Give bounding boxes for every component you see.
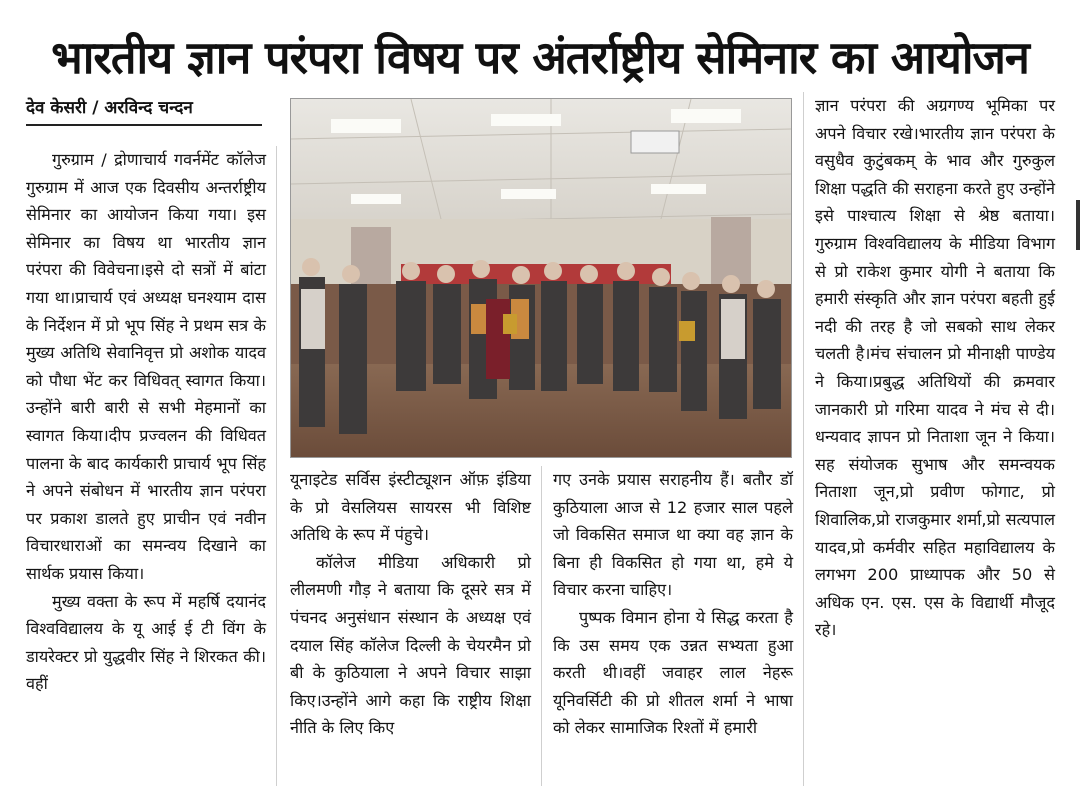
edge-marker: [1076, 200, 1080, 250]
headline: भारतीय ज्ञान परंपरा विषय पर अंतर्राष्ट्रीय सेमिनार का आयोजन: [51, 31, 1029, 84]
group-photo: [290, 98, 792, 458]
paragraph: ज्ञान परंपरा की अग्रगण्य भूमिका पर अपने विचार रखे।भारतीय ज्ञान परंपरा के वसुधैव कुटुंबकम् के भाव और गुरुकुल शिक्षा पद्धति की सराहना करते हुए उन्होंने इसे पाश्चात्य शिक्षा से श्रेष्ठ बताया।गुरुग्राम विश्वविद्यालय के मीडिया विभाग से प्रो राकेश कुमार योगी ने बताया कि हमारी संस्कृति और ज्ञान परंपरा बहती हुई नदी की तरह है जो सबको साथ लेकर चलती है।मंच संचालन प्रो मीनाक्षी पाण्डेय ने किया।प्रबुद्ध अतिथियों की क्रमवार जानकारी प्रो गरिमा यादव ने मंच से दी। धन्यवाद ज्ञापन प्रो निताशा जून ने किया। सह संयोजक सुभाष और समन्वयक निताशा जून,प्रो प्रवीण फोगाट, प्रो शिवालिक,प्रो राजकुमार शर्मा,प्रो सत्यपाल यादव,प्रो कर्मवीर सहित महाविद्यालय के लगभग 200 प्राध्यापक और 50 से अधिक एन. एस. एस के विद्यार्थी मौजूद रहे।: [815, 96, 1055, 640]
article-column-1: [26, 146, 266, 698]
byline: देव केसरी / अरविन्द चन्दन: [26, 96, 262, 126]
paragraph: यूनाइटेड सर्विस इंस्टीट्यूशन ऑफ़ इंडिया के प्रो वेसलियस सायरस भी विशिष्ट अतिथि के रूप में पंहुचे।: [290, 470, 531, 545]
paragraph: गए उनके प्रयास सराहनीय हैं। बतौर डॉ कुठियाला आज से 12 हजार साल पहले जो विकसित समाज था क्या वह ज्ञान के बिना ही विकसित हो गया था, हमे ये विचार करना चाहिए।: [553, 470, 793, 600]
article-column-4: [815, 92, 1055, 644]
paragraph: मुख्य वक्ता के रूप में महर्षि दयानंद विश्वविद्यालय के यू आई ई टी विंग के डायरेक्टर प्रो युद्धवीर सिंह ने शिरकत की।वहीं: [26, 591, 266, 694]
article-column-2: [290, 466, 531, 742]
paragraph: गुरुग्राम / द्रोणाचार्य गवर्नमेंट कॉलेज गुरुग्राम में आज एक दिवसीय अन्तर्राष्ट्रीय सेमिनार का आयोजन किया गया। इस सेमिनार का विषय था भारतीय ज्ञान परंपरा की विवेचना।इसे दो सत्रों में बांटा गया था।प्राचार्य एवं अध्यक्ष घनश्याम दास के निर्देशन में प्रो भूप सिंह ने प्रथम सत्र के मुख्य अतिथि सेवानिवृत्त प्रो अशोक यादव को पौधा भेंट कर विधिवत् स्वागत किया।उन्होंने बारी बारी से सभी मेहमानों का स्वागत किया।दीप प्रज्वलन की विधिवत पालना के बाद कार्यकारी प्राचार्य भूप सिंह ने अपने संबोधन में भारतीय ज्ञान परंपरा पर प्रकाश डालते हुए प्राचीन एवं नवीन विचारधाराओं का समन्वय दिखाने का सार्थक प्रयास किया।: [26, 150, 266, 583]
column-divider: [541, 466, 542, 786]
group-photo-icon: [291, 99, 791, 457]
column-divider: [803, 92, 804, 786]
article-column-3: [553, 466, 793, 742]
paragraph: पुष्पक विमान होना ये सिद्ध करता है कि उस समय एक उन्नत सभ्यता हुआ करती थी।वहीं जवाहर लाल नेहरू यूनिवर्सिटी की प्रो शीतल शर्मा ने भाषा को लेकर सामाजिक रिश्तों में हमारी: [553, 607, 793, 738]
paragraph: कॉलेज मीडिया अधिकारी प्रो लीलमणी गौड़ ने बताया कि दूसरे सत्र में पंचनद अनुसंधान संस्थान के अध्यक्ष एवं दयाल सिंह कॉलेज दिल्ली के चेयरमैन प्रो बी के कुठियाला ने अपने विचार साझा किए।उन्होंने आगे कहा कि राष्ट्रीय शिक्षा नीति के लिए किए: [290, 552, 531, 738]
column-divider: [276, 146, 277, 786]
